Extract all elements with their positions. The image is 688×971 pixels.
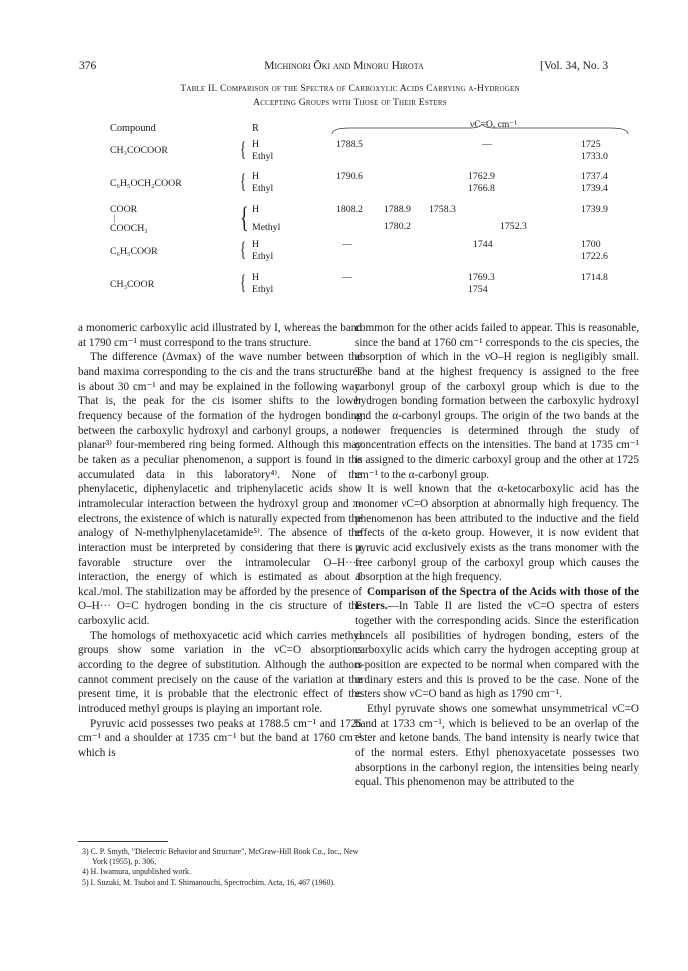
table-row-4-compound: C₆H₅COOR [110,246,158,257]
table-row-3-v6: 1739.9 [581,204,608,215]
section-heading: Comparison of the Spectra of the Acids with those of the Esters. [355,585,639,613]
table-row-1-v6: 1725 [581,139,601,150]
table-row-4-v4: 1744 [473,239,493,250]
table-row-4-v6b: 1722.6 [581,251,608,262]
paragraph: It is well known that the α-ketocarboxylic acid has the monomer νC=O absorption at abnormally high frequency. The phenomenon has been attributed to the inductive and the field effects of the α-keto group. However, it is now evident that pyruvic acid exclusively exists as the trans monomer with the free carbonyl group of the carboxyl group which causes the absorption at the high frequency. [355,483,639,584]
row-brace: { [240,169,247,193]
paragraph: a monomeric carboxylic acid illustrated by I, whereas the band at 1790 cm⁻¹ must correspond to the trans structure. [78,322,362,349]
table-row-2-v1: 1790.6 [336,171,363,182]
row-brace: { [240,137,247,161]
table-row-4-v1: — [342,239,352,250]
table-row-3-v2: 1788.9 [384,204,411,215]
table-caption-line1: Table II. Comparison of the Spectra of Carboxylic Acids Carrying α-Hydrogen [180,83,520,94]
col-header-r: R [252,123,259,134]
footnotes [78,847,362,888]
header-brace [330,124,630,138]
footnote: 3) C. P. Smyth, "Dielectric Behavior and Structure", McGraw-Hill Book Co., Inc., New York (1955), p. 306, [82,847,359,867]
table-row-2-v4b: 1766.8 [468,183,495,194]
table-row-2-v6b: 1739.4 [581,183,608,194]
table-row-5-v6: 1714.8 [581,272,608,283]
table-row-3-v1: 1808.2 [336,204,363,215]
row-brace: { [240,237,247,261]
table-row-5-r2: Ethyl [252,284,274,295]
table-row-3-v5b: 1752.3 [500,221,527,232]
left-column [78,321,362,761]
table-row-5-v1: — [342,272,352,283]
table-row-1-r2: Ethyl [252,151,274,162]
row-brace: { [240,270,247,294]
table-row-1-r1: H [252,139,260,150]
table-row-2-r1: H [252,171,260,182]
table-row-1-v1: 1788.5 [336,139,363,150]
volume-info: [Vol. 34, No. 3 [540,60,609,72]
table-row-5-r1: H [252,272,260,283]
table-row-1-v6b: 1733.0 [581,151,608,162]
footnote-rule [78,841,168,842]
table-row-1-compound: CH₃COCOOR [110,145,168,156]
table-row-3-bond: | [114,214,116,223]
table-row-3-v2b: 1780.2 [384,221,411,232]
page-number: 376 [79,60,97,72]
col-header-nu: νC=O, cm⁻¹ [470,120,518,130]
section-body: —In Table II are listed the νC=O spectra of esters together with the corresponding acids. Since the esterification cancels all posibilities of hydrogen bonding, esters of the carboxylic acids which carry the hydrogen accepting group at α-position are expected to be normal when compared with the ordinary esters and this is proved to be the case. None of the esters show νC=O band as high as 1790 cm⁻¹. [355,600,639,701]
running-authors: Michinori Ōki and Minoru Hirota [264,60,424,72]
table-caption [110,82,590,110]
table-row-5-v4b: 1754 [468,284,488,295]
table-row-1-v4: — [482,139,492,150]
footnote: 4) H. Iwamura, unpublished work. [82,867,191,877]
paragraph: Ethyl pyruvate shows one somewhat unsymmetrical νC=O band at 1733 cm⁻¹, which is believed to be an overlap of the ester and ketone bands. The band intensity is nearly twice that of the normal esters. Ethyl phenoxyacetate possesses two absorptions in the carbonyl region, the intensities being nearly equal. This phenomenon may be attributed to the [355,703,639,789]
table-row-5-compound: CH₃COOR [110,279,155,290]
right-column [355,321,639,790]
paragraph: The difference (Δνmax) of the wave number between the band maxima corresponding to the cis and the trans structures is about 30 cm⁻¹ and may be explained in the following way. That is, the peak for the cis isomer shifts to the lower frequency because of the formation of the hydrogen bonding between the carboxylic hydroxyl and carbonyl groups, a non-planar³⁾ four-membered ring being formed. Although this may be taken as a peculiar phenomenon, a support is found in the accumulated data in this laboratory⁴⁾. None of the phenylacetic, diphenylacetic and triphenylacetic acids show intramolecular interaction between the hydroxyl group and π-electrons, the existence of which is naturally expected from the analogy of N-methylphenylacetamide⁵⁾. The absence of the interaction must be interpreted by considering that there is a favorable structure over the intramolecular O–H···π interaction, the energy of which is estimated as about 1 kcal./mol. The stabilization may be afforded by the presence of O–H··· O=C hydrogen bonding in the cis structure of the carboxylic acid. [78,351,362,628]
table-row-3-compound2: COOCH₃ [110,223,148,234]
table-row-2-compound: C₆H₅OCH₂COOR [110,178,182,189]
footnote: 5) I. Suzuki, M. Tsuboi and T. Shimanouchi, Spectrochim. Acta, 16, 467 (1960). [82,877,336,887]
paragraph [355,585,639,702]
table-caption-line2: Accepting Groups with Those of Their Esters [253,97,447,108]
table-row-2-r2: Ethyl [252,183,274,194]
table-row-4-v6: 1700 [581,239,601,250]
table-row-2-v4: 1762.9 [468,171,495,182]
table-row-3-compound: COOR [110,204,138,215]
table-row-5-v4: 1769.3 [468,272,495,283]
paragraph: The homologs of methoxyacetic acid which carries methyl groups show some variation in the νC=O absorptions according to the degree of substitution. Although the authors cannot comment precisely on the cause of the variation at the present time, it is probable that the electronic effect of the introduced methyl groups is playing an important role. [78,629,362,716]
paragraph: common for the other acids failed to appear. This is reasonable, since the band at 1760 cm⁻¹ corresponds to the cis species, the absorption of which in the νO–H region is negligibly small. The band at the highest frequency is assigned to the free carbonyl group of the carboxyl group which is due to the hydrogen bonding formation between the carboxylic hydroxyl and the α-carbonyl groups. The origin of the two bands at the lower frequencies is determined through the study of concentration effects on the intensities. The band at 1735 cm⁻¹ is assigned to the dimeric carboxyl group and the other at 1725 cm⁻¹ to the α-carbonyl group. [355,322,639,481]
table-row-4-r2: Ethyl [252,251,274,262]
row-brace: { [240,201,249,234]
table-row-3-r2: Methyl [252,222,281,233]
table-row-4-r1: H [252,239,260,250]
table-row-3-v3: 1758.3 [429,204,456,215]
paragraph: Pyruvic acid possesses two peaks at 1788.5 cm⁻¹ and 1725 cm⁻¹ and a shoulder at 1735 cm⁻¹ but the band at 1760 cm⁻¹ which is [78,717,362,760]
col-header-compound: Compound [110,123,156,134]
table-row-3-r1: H [252,204,260,215]
table-row-2-v6: 1737.4 [581,171,608,182]
